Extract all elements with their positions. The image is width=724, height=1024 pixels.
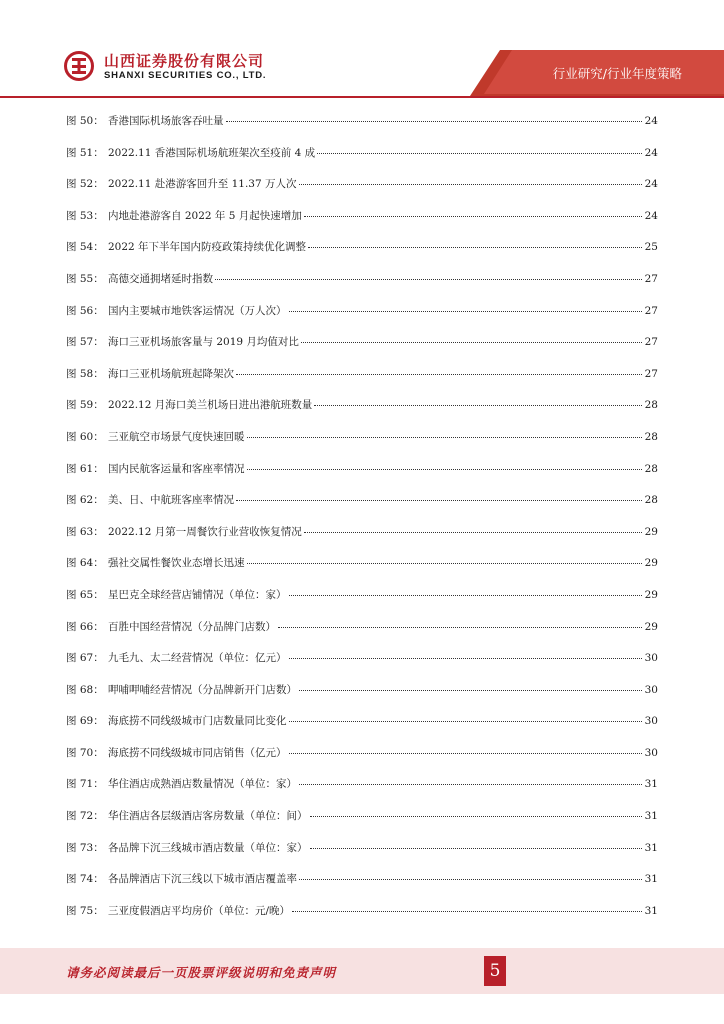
figure-page-number: 29 (644, 557, 658, 570)
figure-number: 图 65： (66, 588, 104, 601)
dot-leader (215, 278, 642, 280)
figure-title: 2022.12 月海口美兰机场日进出港航班数量 (108, 399, 313, 412)
toc-entry[interactable] (66, 492, 658, 524)
figure-page-number: 28 (644, 430, 658, 443)
dot-leader (292, 910, 642, 912)
figure-page-number: 30 (644, 715, 658, 728)
toc-entry[interactable] (66, 239, 658, 271)
figure-number: 图 50： (66, 115, 104, 127)
figure-page-number: 24 (644, 146, 658, 159)
dot-leader (299, 783, 642, 785)
figure-title: 各品牌下沉三线城市酒店数量（单位：家） (108, 841, 308, 854)
figure-title: 海口三亚机场旅客量与 2019 月均值对比 (108, 336, 299, 349)
dot-leader (304, 531, 642, 533)
figure-title: 海底捞不同线级城市门店数量同比变化 (108, 715, 287, 728)
figure-title: 华住酒店成熟酒店数量情况（单位：家） (108, 778, 297, 791)
toc-entry[interactable] (66, 334, 658, 366)
figure-number: 图 57： (66, 336, 104, 349)
figure-number: 图 68： (66, 683, 104, 696)
toc-entry[interactable] (66, 619, 658, 651)
figure-title: 2022.11 赴港游客回升至 11.37 万人次 (108, 178, 297, 191)
toc-entry[interactable] (66, 524, 658, 556)
dot-leader (299, 689, 642, 691)
figure-page-number: 28 (644, 494, 658, 507)
dot-leader (304, 215, 642, 217)
toc-entry[interactable] (66, 587, 658, 619)
toc-entry[interactable] (66, 776, 658, 808)
figure-title: 海口三亚机场航班起降架次 (108, 367, 234, 380)
figure-title: 内地赴港游客自 2022 年 5 月起快速增加 (108, 209, 302, 222)
figure-number: 图 52： (66, 178, 104, 191)
figure-title: 三亚航空市场景气度快速回暖 (108, 430, 245, 443)
figure-page-number: 29 (644, 525, 658, 538)
figure-title: 美、日、中航班客座率情况 (108, 494, 234, 507)
figure-page-number: 27 (644, 272, 658, 285)
figure-page-number: 25 (644, 241, 658, 254)
figure-number: 图 74： (66, 873, 104, 886)
toc-entry[interactable] (66, 555, 658, 587)
figure-title: 星巴克全球经营店铺情况（单位：家） (108, 588, 287, 601)
report-category: 行业研究/行业年度策略 (552, 66, 682, 81)
dot-leader (247, 436, 643, 438)
figure-page-number: 24 (644, 115, 658, 127)
figure-title: 呷哺呷哺经营情况（分品牌新开门店数） (108, 683, 297, 696)
toc-entry[interactable] (66, 461, 658, 493)
page-header (0, 0, 724, 100)
dot-leader (310, 815, 643, 817)
figure-title: 海底捞不同线级城市同店销售（亿元） (108, 746, 287, 759)
figure-title: 2022.11 香港国际机场航班架次至疫前 4 成 (108, 146, 316, 159)
dot-leader (247, 562, 643, 564)
dot-leader (299, 878, 642, 880)
figure-page-number: 30 (644, 683, 658, 696)
figure-page-number: 31 (644, 841, 658, 854)
toc-entry[interactable] (66, 903, 658, 935)
toc-entry[interactable] (66, 713, 658, 745)
figure-number: 图 66： (66, 620, 104, 633)
figure-number: 图 55： (66, 272, 104, 285)
dot-leader (289, 657, 643, 659)
toc-entry[interactable] (66, 429, 658, 461)
company-name-en: SHANXI SECURITIES CO., LTD. (104, 70, 267, 81)
figure-page-number: 27 (644, 304, 658, 317)
figure-title: 九毛九、太二经营情况（单位：亿元） (108, 652, 287, 665)
dot-leader (317, 152, 642, 154)
toc-entry[interactable] (66, 176, 658, 208)
dot-leader (310, 847, 643, 849)
toc-entry[interactable] (66, 840, 658, 872)
figure-title: 百胜中国经营情况（分品牌门店数） (108, 620, 276, 633)
figure-page-number: 31 (644, 778, 658, 791)
figure-number: 图 59： (66, 399, 104, 412)
toc-entry[interactable] (66, 145, 658, 177)
dot-leader (226, 120, 643, 122)
toc-entry[interactable] (66, 208, 658, 240)
figure-number: 图 70： (66, 746, 104, 759)
dot-leader (278, 626, 642, 628)
figure-number: 图 64： (66, 557, 104, 570)
figure-number: 图 53： (66, 209, 104, 222)
dot-leader (301, 341, 642, 343)
toc-entry[interactable] (66, 366, 658, 398)
dot-leader (289, 594, 643, 596)
figure-title: 香港国际机场旅客吞吐量 (108, 115, 224, 127)
figure-page-number: 24 (644, 178, 658, 191)
figure-title: 国内民航客运量和客座率情况 (108, 462, 245, 475)
figure-number: 图 71： (66, 778, 104, 791)
figure-title: 国内主要城市地铁客运情况（万人次） (108, 304, 287, 317)
figure-title: 三亚度假酒店平均房价（单位：元/晚） (108, 904, 291, 917)
figure-number: 图 51： (66, 146, 104, 159)
toc-entry[interactable] (66, 871, 658, 903)
company-logo-icon (64, 51, 94, 81)
figure-page-number: 31 (644, 810, 658, 823)
toc-entry[interactable] (66, 808, 658, 840)
figure-number: 图 73： (66, 841, 104, 854)
page-number: 5 (484, 956, 506, 986)
header-divider (0, 96, 724, 98)
figure-page-number: 28 (644, 399, 658, 412)
figure-page-number: 24 (644, 209, 658, 222)
dot-leader (289, 752, 643, 754)
dot-leader (247, 468, 643, 470)
figure-number: 图 62： (66, 494, 104, 507)
figure-number: 图 67： (66, 652, 104, 665)
figure-page-number: 30 (644, 652, 658, 665)
toc-entry[interactable] (66, 682, 658, 714)
figure-page-number: 27 (644, 336, 658, 349)
toc-entry[interactable] (66, 271, 658, 303)
figure-title: 2022.12 月第一周餐饮行业营收恢复情况 (108, 525, 302, 538)
figure-title: 华住酒店各层级酒店客房数量（单位：间） (108, 810, 308, 823)
figure-title: 高德交通拥堵延时指数 (108, 272, 213, 285)
toc-entry[interactable] (66, 113, 658, 145)
dot-leader (299, 183, 643, 185)
figure-title: 2022 年下半年国内防疫政策持续优化调整 (108, 241, 307, 254)
dot-leader (236, 499, 642, 501)
figure-title: 强社交属性餐饮业态增长迅速 (108, 557, 245, 570)
figure-page-number: 29 (644, 588, 658, 601)
figure-number: 图 54： (66, 241, 104, 254)
toc-entry[interactable] (66, 650, 658, 682)
figure-number: 图 58： (66, 367, 104, 380)
figure-number: 图 75： (66, 904, 104, 917)
figure-number: 图 56： (66, 304, 104, 317)
figure-number: 图 60： (66, 430, 104, 443)
figure-page-number: 29 (644, 620, 658, 633)
disclaimer-notice: 请务必阅读最后一页股票评级说明和免责声明 (66, 965, 337, 980)
toc-entry[interactable] (66, 397, 658, 429)
dot-leader (236, 373, 642, 375)
figure-number: 图 63： (66, 525, 104, 538)
toc-entry[interactable] (66, 745, 658, 777)
figure-page-number: 31 (644, 904, 658, 917)
company-name-cn: 山西证券股份有限公司 (104, 52, 265, 70)
figure-title: 各品牌酒店下沉三线以下城市酒店覆盖率 (108, 873, 297, 886)
figure-number: 图 69： (66, 715, 104, 728)
figure-page-number: 31 (644, 873, 658, 886)
dot-leader (314, 404, 642, 406)
dot-leader (308, 246, 642, 248)
dot-leader (289, 720, 643, 722)
figure-page-number: 28 (644, 462, 658, 475)
figure-page-number: 27 (644, 367, 658, 380)
figure-page-number: 30 (644, 746, 658, 759)
figure-number: 图 72： (66, 810, 104, 823)
figure-number: 图 61： (66, 462, 104, 475)
dot-leader (289, 310, 643, 312)
toc-entry[interactable] (66, 303, 658, 335)
figure-index-list (66, 113, 658, 934)
